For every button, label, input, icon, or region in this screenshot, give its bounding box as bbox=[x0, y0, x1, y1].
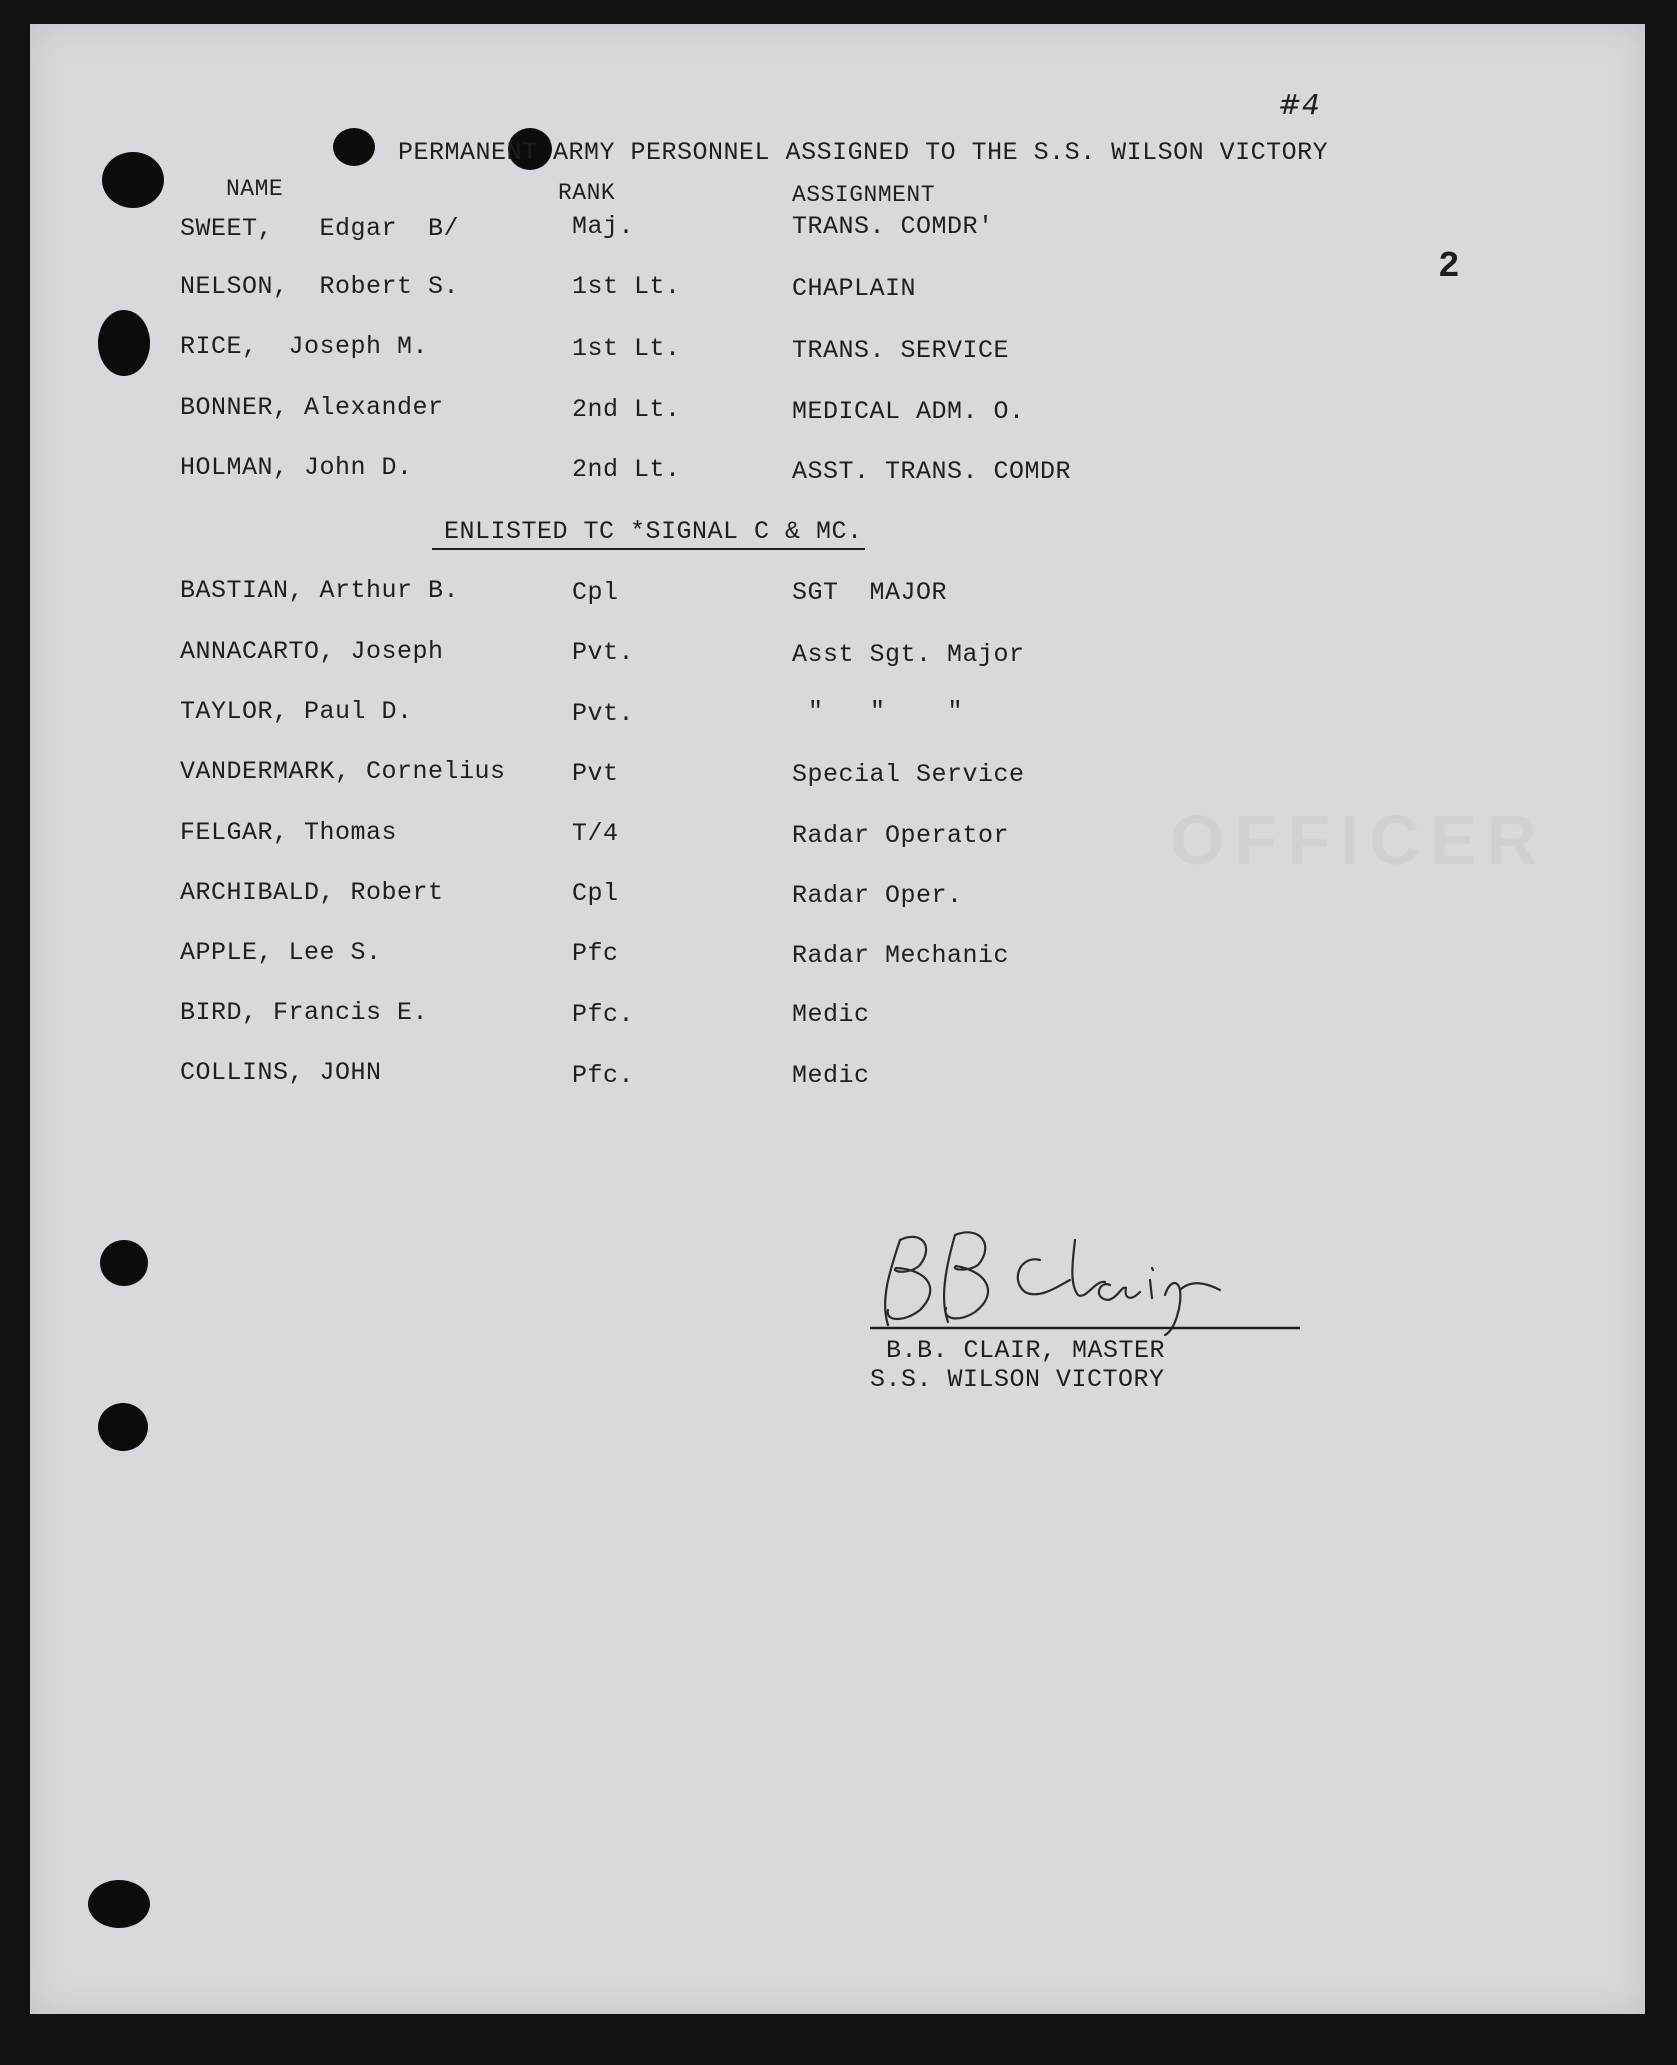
enlisted-name: TAYLOR, Paul D. bbox=[180, 697, 413, 726]
officer-assignment: MEDICAL ADM. O. bbox=[792, 397, 1025, 426]
enlisted-name: COLLINS, JOHN bbox=[180, 1058, 382, 1087]
bleed-through-marks: OFFICER bbox=[1170, 801, 1548, 879]
enlisted-rank: Cpl bbox=[572, 879, 619, 908]
punch-hole bbox=[102, 152, 164, 208]
enlisted-name: VANDERMARK, Cornelius bbox=[180, 757, 506, 786]
officer-assignment: TRANS. SERVICE bbox=[792, 336, 1010, 365]
signature-name: B.B. CLAIR, MASTER bbox=[886, 1336, 1166, 1365]
page-number: 2 bbox=[1438, 246, 1461, 287]
enlisted-name: BASTIAN, Arthur B. bbox=[180, 576, 460, 605]
column-header-name: NAME bbox=[226, 176, 284, 202]
officer-assignment: TRANS. COMDR' bbox=[792, 212, 994, 241]
officer-rank: 2nd Lt. bbox=[572, 395, 681, 424]
enlisted-assignment: Medic bbox=[792, 1000, 870, 1029]
punch-hole bbox=[333, 128, 375, 166]
officer-rank: 2nd Lt. bbox=[572, 455, 681, 484]
enlisted-name: ARCHIBALD, Robert bbox=[180, 878, 444, 907]
enlisted-rank: Pvt bbox=[572, 759, 619, 788]
enlisted-rank: Cpl bbox=[572, 578, 619, 607]
enlisted-rank: Pvt. bbox=[572, 638, 635, 667]
column-header-rank: RANK bbox=[558, 180, 616, 206]
enlisted-assignment: Radar Mechanic bbox=[792, 941, 1010, 970]
enlisted-name: APPLE, Lee S. bbox=[180, 938, 382, 967]
officer-assignment: ASST. TRANS. COMDR bbox=[792, 457, 1072, 486]
enlisted-assignment: Special Service bbox=[792, 760, 1025, 789]
enlisted-assignment: " " " bbox=[808, 697, 964, 726]
document-title: PERMANENT ARMY PERSONNEL ASSIGNED TO THE S.S. WILSON VICTORY bbox=[398, 138, 1329, 167]
enlisted-rank: T/4 bbox=[572, 819, 619, 848]
column-header-assignment: ASSIGNMENT bbox=[792, 182, 936, 208]
enlisted-rank: Pfc bbox=[572, 939, 619, 968]
officer-name: NELSON, Robert S. bbox=[180, 272, 460, 301]
enlisted-rank: Pfc. bbox=[572, 1000, 635, 1029]
officer-rank: 1st Lt. bbox=[572, 272, 681, 301]
officer-name: SWEET, Edgar B/ bbox=[180, 214, 460, 243]
officer-rank: 1st Lt. bbox=[572, 334, 681, 363]
enlisted-name: ANNACARTO, Joseph bbox=[180, 637, 444, 666]
enlisted-assignment: Asst Sgt. Major bbox=[792, 640, 1025, 669]
officer-rank: Maj. bbox=[572, 212, 635, 241]
enlisted-rank: Pfc. bbox=[572, 1061, 635, 1090]
punch-hole bbox=[88, 1880, 150, 1928]
enlisted-name: FELGAR, Thomas bbox=[180, 818, 398, 847]
enlisted-name: BIRD, Francis E. bbox=[180, 998, 429, 1027]
enlisted-assignment: Radar Oper. bbox=[792, 881, 963, 910]
enlisted-heading bbox=[432, 517, 865, 546]
enlisted-heading-text: ENLISTED TC *SIGNAL C & MC. bbox=[432, 517, 865, 550]
enlisted-assignment: Radar Operator bbox=[792, 821, 1010, 850]
officer-name: HOLMAN, John D. bbox=[180, 453, 413, 482]
punch-hole bbox=[98, 1403, 148, 1451]
officer-assignment: CHAPLAIN bbox=[792, 274, 917, 303]
officer-name: RICE, Joseph M. bbox=[180, 332, 429, 361]
enlisted-assignment: SGT MAJOR bbox=[792, 578, 948, 607]
enlisted-rank: Pvt. bbox=[572, 699, 635, 728]
officer-name: BONNER, Alexander bbox=[180, 393, 444, 422]
page-marker: #4 bbox=[1278, 88, 1321, 121]
enlisted-assignment: Medic bbox=[792, 1061, 870, 1090]
signature-ship: S.S. WILSON VICTORY bbox=[870, 1365, 1165, 1394]
signature-drawing bbox=[860, 1210, 1320, 1340]
punch-hole bbox=[100, 1240, 148, 1286]
punch-hole bbox=[98, 310, 150, 376]
